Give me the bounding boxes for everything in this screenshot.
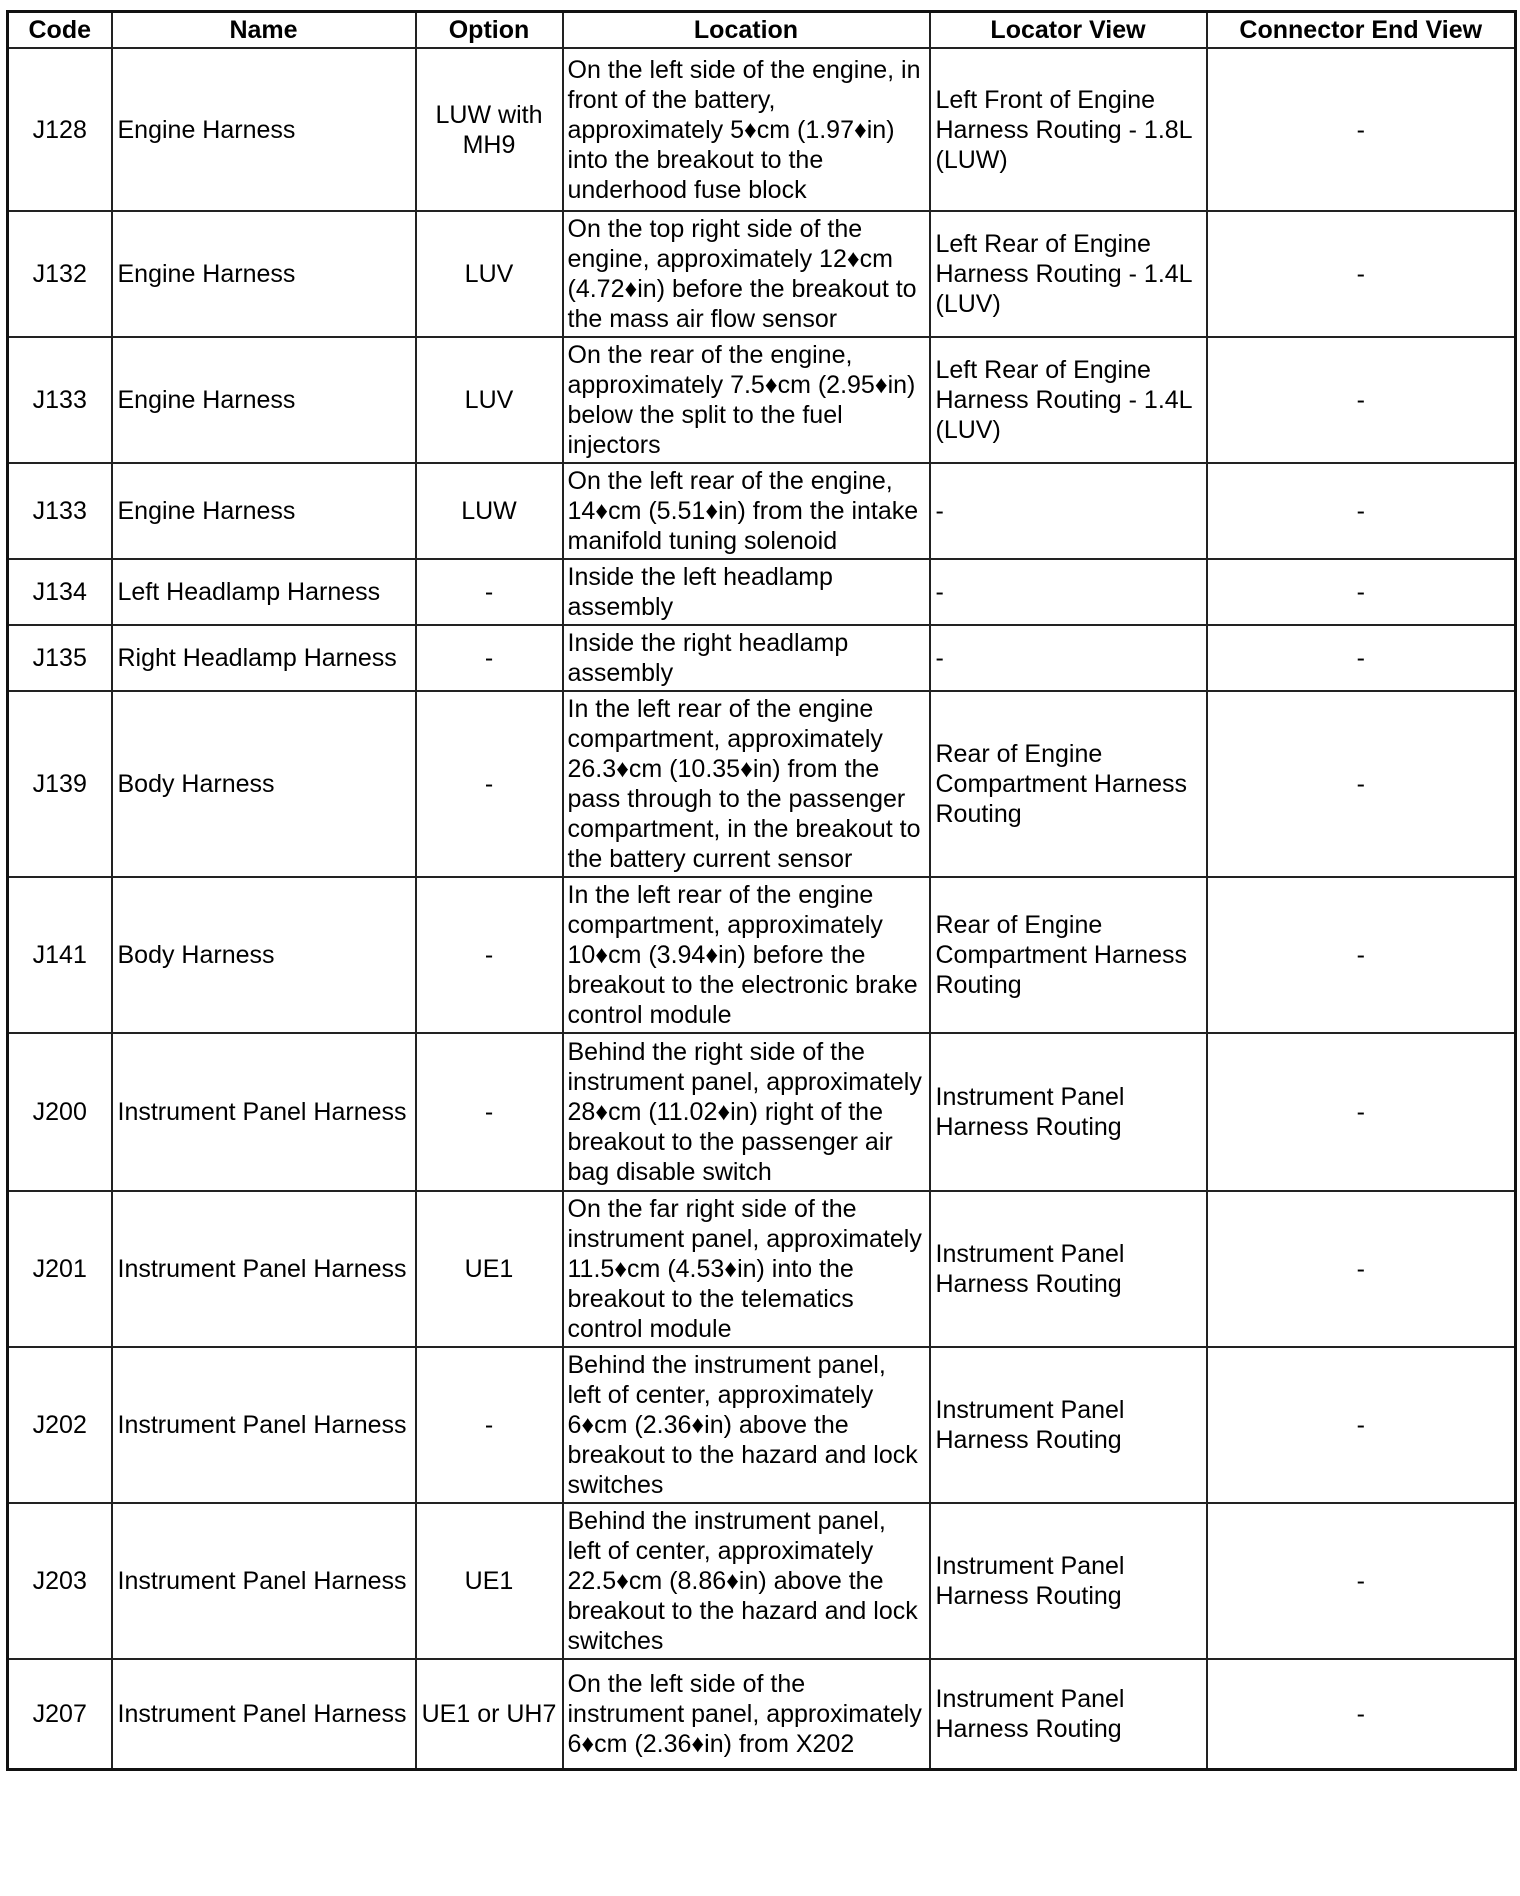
cell-locator-view: Left Rear of Engine Harness Routing - 1.4L (LUV) [930,337,1207,463]
cell-connector-end-view: - [1207,463,1516,559]
cell-locator-view: Rear of Engine Compartment Harness Routing [930,877,1207,1033]
cell-connector-end-view: - [1207,211,1516,337]
table-row [8,1503,1516,1659]
cell-connector-end-view: - [1207,877,1516,1033]
cell-option: UE1 [416,1191,563,1347]
cell-location: On the far right side of the instrument panel, approximately 11.5♦cm (4.53♦in) into the breakout to the telematics control module [563,1191,930,1347]
cell-code: J141 [8,877,112,1033]
cell-locator-view: Rear of Engine Compartment Harness Routing [930,691,1207,877]
cell-connector-end-view: - [1207,1659,1516,1769]
cell-location: Behind the instrument panel, left of center, approximately 22.5♦cm (8.86♦in) above the breakout to the hazard and lock switches [563,1503,930,1659]
cell-option: LUW [416,463,563,559]
cell-connector-end-view: - [1207,1033,1516,1191]
cell-code: J202 [8,1347,112,1503]
cell-name: Engine Harness [112,337,416,463]
cell-code: J132 [8,211,112,337]
cell-locator-view: - [930,463,1207,559]
cell-location: Inside the left headlamp assembly [563,559,930,625]
table-row [8,1659,1516,1769]
table-row [8,211,1516,337]
cell-connector-end-view: - [1207,48,1516,211]
cell-locator-view: Left Rear of Engine Harness Routing - 1.4L (LUV) [930,211,1207,337]
cell-name: Body Harness [112,691,416,877]
header-row [8,12,1516,49]
table-row [8,1347,1516,1503]
cell-option: LUV [416,337,563,463]
cell-location: In the left rear of the engine compartment, approximately 26.3♦cm (10.35♦in) from the pass through to the passenger compartment, in the breakout to the battery current sensor [563,691,930,877]
cell-option: - [416,1033,563,1191]
cell-location: On the top right side of the engine, approximately 12♦cm (4.72♦in) before the breakout to the mass air flow sensor [563,211,930,337]
table-row [8,625,1516,691]
table-row [8,1033,1516,1191]
cell-connector-end-view: - [1207,559,1516,625]
connector-table-wrapper [6,10,1514,1771]
cell-option: - [416,691,563,877]
cell-name: Engine Harness [112,211,416,337]
table-row [8,1191,1516,1347]
cell-code: J201 [8,1191,112,1347]
cell-name: Engine Harness [112,48,416,211]
cell-locator-view: Instrument Panel Harness Routing [930,1033,1207,1191]
table-row [8,691,1516,877]
cell-code: J134 [8,559,112,625]
cell-name: Right Headlamp Harness [112,625,416,691]
cell-code: J133 [8,337,112,463]
cell-connector-end-view: - [1207,1347,1516,1503]
cell-option: UE1 or UH7 [416,1659,563,1769]
table-body [8,48,1516,1769]
cell-connector-end-view: - [1207,1503,1516,1659]
cell-connector-end-view: - [1207,691,1516,877]
table-row [8,877,1516,1033]
table-row [8,559,1516,625]
cell-name: Instrument Panel Harness [112,1659,416,1769]
cell-name: Instrument Panel Harness [112,1503,416,1659]
cell-name: Engine Harness [112,463,416,559]
cell-locator-view: Left Front of Engine Harness Routing - 1.8L (LUW) [930,48,1207,211]
cell-location: On the left rear of the engine, 14♦cm (5.51♦in) from the intake manifold tuning solenoid [563,463,930,559]
cell-code: J128 [8,48,112,211]
header-locator-view: Locator View [930,12,1207,49]
cell-connector-end-view: - [1207,625,1516,691]
cell-option: LUV [416,211,563,337]
cell-option: - [416,625,563,691]
cell-code: J133 [8,463,112,559]
cell-location: Inside the right headlamp assembly [563,625,930,691]
header-connector-end-view: Connector End View [1207,12,1516,49]
cell-name: Instrument Panel Harness [112,1033,416,1191]
cell-locator-view: Instrument Panel Harness Routing [930,1503,1207,1659]
cell-code: J139 [8,691,112,877]
cell-locator-view: Instrument Panel Harness Routing [930,1347,1207,1503]
cell-code: J203 [8,1503,112,1659]
cell-location: Behind the instrument panel, left of center, approximately 6♦cm (2.36♦in) above the breakout to the hazard and lock switches [563,1347,930,1503]
table-row [8,463,1516,559]
cell-location: On the left side of the engine, in front of the battery, approximately 5♦cm (1.97♦in) into the breakout to the underhood fuse block [563,48,930,211]
cell-option: UE1 [416,1503,563,1659]
cell-code: J200 [8,1033,112,1191]
cell-locator-view: Instrument Panel Harness Routing [930,1191,1207,1347]
cell-code: J135 [8,625,112,691]
header-location: Location [563,12,930,49]
cell-option: - [416,559,563,625]
header-code: Code [8,12,112,49]
cell-locator-view: - [930,559,1207,625]
cell-connector-end-view: - [1207,337,1516,463]
header-name: Name [112,12,416,49]
cell-name: Instrument Panel Harness [112,1347,416,1503]
header-option: Option [416,12,563,49]
cell-name: Left Headlamp Harness [112,559,416,625]
table-row [8,48,1516,211]
cell-locator-view: - [930,625,1207,691]
cell-option: - [416,877,563,1033]
cell-locator-view: Instrument Panel Harness Routing [930,1659,1207,1769]
cell-location: On the rear of the engine, approximately 7.5♦cm (2.95♦in) below the split to the fuel injectors [563,337,930,463]
cell-location: Behind the right side of the instrument panel, approximately 28♦cm (11.02♦in) right of the breakout to the passenger air bag disable switch [563,1033,930,1191]
cell-option: LUW with MH9 [416,48,563,211]
cell-name: Instrument Panel Harness [112,1191,416,1347]
table-row [8,337,1516,463]
cell-location: In the left rear of the engine compartment, approximately 10♦cm (3.94♦in) before the breakout to the electronic brake control module [563,877,930,1033]
cell-name: Body Harness [112,877,416,1033]
cell-code: J207 [8,1659,112,1769]
connector-table [6,10,1517,1771]
cell-connector-end-view: - [1207,1191,1516,1347]
cell-location: On the left side of the instrument panel, approximately 6♦cm (2.36♦in) from X202 [563,1659,930,1769]
cell-option: - [416,1347,563,1503]
